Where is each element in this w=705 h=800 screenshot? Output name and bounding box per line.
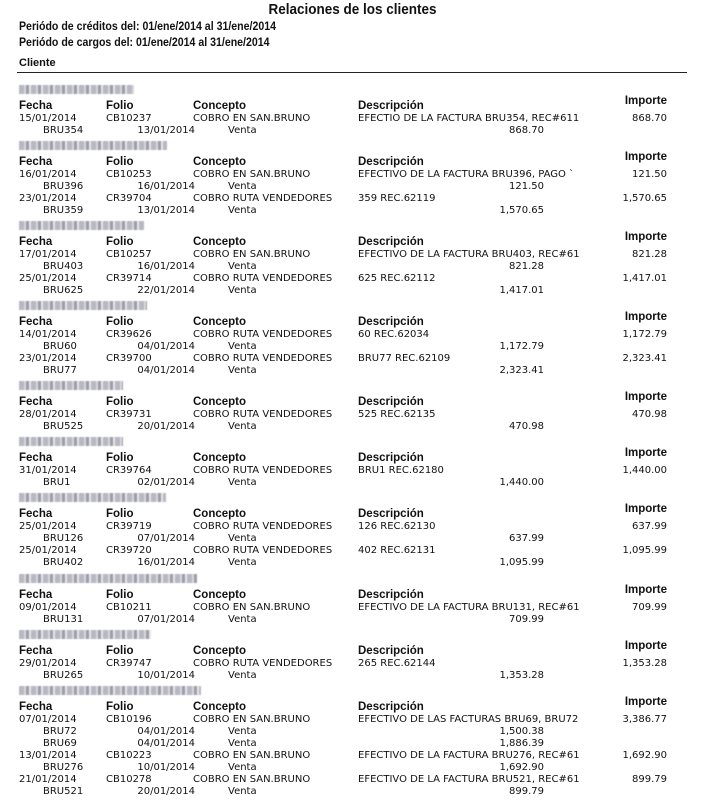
invoice-amount: 1,353.28 bbox=[499, 670, 544, 681]
column-header-folio: Folio bbox=[106, 236, 134, 248]
invoice-type: Venta bbox=[228, 341, 257, 352]
client-name-redacted bbox=[19, 574, 197, 583]
column-header-importe: Importe bbox=[624, 391, 667, 403]
column-header-importe: Importe bbox=[624, 231, 667, 243]
column-header-fecha: Fecha bbox=[19, 645, 53, 657]
invoice-amount: 1,886.39 bbox=[499, 738, 544, 749]
invoice-type: Venta bbox=[228, 614, 257, 625]
client-name-redacted bbox=[19, 85, 134, 94]
column-header-descripcion: Descripción bbox=[358, 100, 424, 112]
payment-description: EFECTIVO DE LA FACTURA BRU276, REC#61 bbox=[358, 750, 580, 761]
invoice-ref: BRU265 bbox=[43, 670, 84, 681]
invoice-ref: BRU359 bbox=[43, 205, 84, 216]
invoice-ref: BRU403 bbox=[43, 261, 84, 272]
invoice-date: 10/01/2014 bbox=[137, 762, 195, 773]
column-header-concepto: Concepto bbox=[193, 156, 247, 168]
column-header-fecha: Fecha bbox=[19, 100, 53, 112]
invoice-date: 16/01/2014 bbox=[137, 261, 195, 272]
payment-concept: COBRO RUTA VENDEDORES bbox=[193, 409, 333, 420]
column-header-fecha: Fecha bbox=[19, 156, 53, 168]
invoice-amount: 709.99 bbox=[509, 614, 544, 625]
invoice-date: 20/01/2014 bbox=[137, 786, 195, 797]
invoice-ref: BRU69 bbox=[43, 738, 77, 749]
payment-folio: CB10278 bbox=[106, 774, 152, 785]
payment-date: 21/01/2014 bbox=[19, 774, 77, 785]
payment-description: 60 REC.62034 bbox=[358, 329, 430, 340]
invoice-type: Venta bbox=[228, 726, 257, 737]
invoice-amount: 637.99 bbox=[509, 533, 544, 544]
payment-date: 15/01/2014 bbox=[19, 113, 77, 124]
header-divider bbox=[17, 72, 687, 73]
payment-amount: 1,095.99 bbox=[622, 545, 667, 556]
column-header-importe: Importe bbox=[624, 696, 667, 708]
payment-date: 13/01/2014 bbox=[19, 750, 77, 761]
payment-description: EFECTIVO DE LA FACTURA BRU521, REC#61 bbox=[358, 774, 580, 785]
payment-concept: COBRO EN SAN.BRUNO bbox=[193, 714, 311, 725]
column-header-concepto: Concepto bbox=[193, 452, 247, 464]
charges-period: Periódo de cargos del: 01/ene/2014 al 31/ene/2014 bbox=[19, 37, 270, 49]
column-header-descripcion: Descripción bbox=[358, 396, 424, 408]
invoice-date: 16/01/2014 bbox=[137, 557, 195, 568]
payment-concept: COBRO RUTA VENDEDORES bbox=[193, 521, 333, 532]
column-header-folio: Folio bbox=[106, 508, 134, 520]
invoice-date: 13/01/2014 bbox=[137, 205, 195, 216]
invoice-amount: 899.79 bbox=[509, 786, 544, 797]
column-header-fecha: Fecha bbox=[19, 508, 53, 520]
payment-amount: 1,440.00 bbox=[622, 465, 667, 476]
invoice-type: Venta bbox=[228, 205, 257, 216]
payment-amount: 3,386.77 bbox=[622, 714, 667, 725]
invoice-amount: 868.70 bbox=[509, 125, 544, 136]
payment-date: 23/01/2014 bbox=[19, 353, 77, 364]
column-header-concepto: Concepto bbox=[193, 100, 247, 112]
payment-amount: 709.99 bbox=[632, 602, 667, 613]
client-name-redacted bbox=[19, 686, 201, 695]
invoice-type: Venta bbox=[228, 670, 257, 681]
column-header-descripcion: Descripción bbox=[358, 701, 424, 713]
payment-concept: COBRO RUTA VENDEDORES bbox=[193, 329, 333, 340]
payment-description: 625 REC.62112 bbox=[358, 273, 436, 284]
payment-description: 402 REC.62131 bbox=[358, 545, 436, 556]
payment-folio: CB10223 bbox=[106, 750, 152, 761]
payment-concept: COBRO EN SAN.BRUNO bbox=[193, 750, 311, 761]
payment-folio: CR39626 bbox=[106, 329, 152, 340]
invoice-amount: 470.98 bbox=[509, 421, 544, 432]
payment-date: 14/01/2014 bbox=[19, 329, 77, 340]
invoice-amount: 121.50 bbox=[509, 181, 544, 192]
payment-folio: CR39700 bbox=[106, 353, 152, 364]
column-header-fecha: Fecha bbox=[19, 236, 53, 248]
column-header-fecha: Fecha bbox=[19, 589, 53, 601]
column-header-fecha: Fecha bbox=[19, 452, 53, 464]
invoice-type: Venta bbox=[228, 125, 257, 136]
invoice-type: Venta bbox=[228, 557, 257, 568]
invoice-amount: 1,172.79 bbox=[499, 341, 544, 352]
payment-amount: 1,172.79 bbox=[622, 329, 667, 340]
invoice-ref: BRU396 bbox=[43, 181, 84, 192]
column-header-concepto: Concepto bbox=[193, 701, 247, 713]
column-header-fecha: Fecha bbox=[19, 316, 53, 328]
payment-description: EFECTIVO DE LAS FACTURAS BRU69, BRU72 bbox=[358, 714, 579, 725]
invoice-type: Venta bbox=[228, 738, 257, 749]
column-header-importe: Importe bbox=[624, 503, 667, 515]
invoice-amount: 821.28 bbox=[509, 261, 544, 272]
payment-concept: COBRO RUTA VENDEDORES bbox=[193, 545, 333, 556]
column-header-folio: Folio bbox=[106, 100, 134, 112]
column-header-importe: Importe bbox=[624, 584, 667, 596]
payment-folio: CB10211 bbox=[106, 602, 152, 613]
column-header-importe: Importe bbox=[624, 95, 667, 107]
payment-concept: COBRO EN SAN.BRUNO bbox=[193, 602, 311, 613]
invoice-amount: 1,692.90 bbox=[499, 762, 544, 773]
column-header-concepto: Concepto bbox=[193, 508, 247, 520]
column-header-importe: Importe bbox=[624, 640, 667, 652]
invoice-ref: BRU60 bbox=[43, 341, 77, 352]
payment-date: 16/01/2014 bbox=[19, 169, 77, 180]
invoice-ref: BRU77 bbox=[43, 365, 77, 376]
column-header-descripcion: Descripción bbox=[358, 236, 424, 248]
invoice-type: Venta bbox=[228, 285, 257, 296]
payment-folio: CB10196 bbox=[106, 714, 152, 725]
invoice-ref: BRU276 bbox=[43, 762, 84, 773]
payment-folio: CR39731 bbox=[106, 409, 152, 420]
payment-folio: CR39720 bbox=[106, 545, 152, 556]
column-header-descripcion: Descripción bbox=[358, 508, 424, 520]
payment-amount: 121.50 bbox=[632, 169, 667, 180]
client-name-redacted bbox=[19, 493, 166, 502]
payment-description: 265 REC.62144 bbox=[358, 658, 436, 669]
invoice-amount: 1,500.38 bbox=[499, 726, 544, 737]
invoice-amount: 1,095.99 bbox=[499, 557, 544, 568]
invoice-date: 22/01/2014 bbox=[137, 285, 195, 296]
invoice-ref: BRU521 bbox=[43, 786, 84, 797]
column-header-importe: Importe bbox=[624, 151, 667, 163]
invoice-ref: BRU126 bbox=[43, 533, 84, 544]
column-header-folio: Folio bbox=[106, 452, 134, 464]
payment-date: 07/01/2014 bbox=[19, 714, 77, 725]
invoice-ref: BRU402 bbox=[43, 557, 84, 568]
payment-folio: CR39704 bbox=[106, 193, 152, 204]
column-header-descripcion: Descripción bbox=[358, 156, 424, 168]
column-header-descripcion: Descripción bbox=[358, 452, 424, 464]
column-header-folio: Folio bbox=[106, 645, 134, 657]
payment-concept: COBRO RUTA VENDEDORES bbox=[193, 193, 333, 204]
invoice-date: 04/01/2014 bbox=[137, 738, 195, 749]
invoice-type: Venta bbox=[228, 181, 257, 192]
column-header-concepto: Concepto bbox=[193, 645, 247, 657]
column-header-folio: Folio bbox=[106, 316, 134, 328]
column-header-concepto: Concepto bbox=[193, 589, 247, 601]
column-header-folio: Folio bbox=[106, 589, 134, 601]
column-header-folio: Folio bbox=[106, 156, 134, 168]
report-title: Relaciones de los clientes bbox=[268, 1, 437, 18]
invoice-amount: 2,323.41 bbox=[499, 365, 544, 376]
payment-date: 25/01/2014 bbox=[19, 521, 77, 532]
payment-amount: 868.70 bbox=[632, 113, 667, 124]
payment-description: EFECTIO DE LA FACTURA BRU354, REC#611 bbox=[358, 113, 580, 124]
client-name-redacted bbox=[19, 301, 147, 310]
invoice-amount: 1,440.00 bbox=[499, 477, 544, 488]
client-column-label: Cliente bbox=[19, 57, 56, 69]
payment-description: 525 REC.62135 bbox=[358, 409, 436, 420]
column-header-folio: Folio bbox=[106, 396, 134, 408]
payment-amount: 1,353.28 bbox=[622, 658, 667, 669]
payment-date: 31/01/2014 bbox=[19, 465, 77, 476]
payment-concept: COBRO RUTA VENDEDORES bbox=[193, 353, 333, 364]
payment-concept: COBRO EN SAN.BRUNO bbox=[193, 169, 311, 180]
payment-folio: CB10253 bbox=[106, 169, 152, 180]
payment-description: EFECTIVO DE LA FACTURA BRU403, REC#61 bbox=[358, 249, 580, 260]
client-name-redacted bbox=[19, 630, 151, 639]
invoice-date: 10/01/2014 bbox=[137, 670, 195, 681]
payment-description: EFECTIVO DE LA FACTURA BRU396, PAGO ` bbox=[358, 169, 575, 180]
column-header-concepto: Concepto bbox=[193, 396, 247, 408]
payment-description: 359 REC.62119 bbox=[358, 193, 436, 204]
column-header-importe: Importe bbox=[624, 447, 667, 459]
column-header-descripcion: Descripción bbox=[358, 316, 424, 328]
payment-folio: CB10257 bbox=[106, 249, 152, 260]
invoice-ref: BRU72 bbox=[43, 726, 77, 737]
invoice-type: Venta bbox=[228, 261, 257, 272]
invoice-date: 07/01/2014 bbox=[137, 533, 195, 544]
invoice-amount: 1,417.01 bbox=[499, 285, 544, 296]
payment-amount: 821.28 bbox=[632, 249, 667, 260]
payment-description: EFECTIVO DE LA FACTURA BRU131, REC#61 bbox=[358, 602, 580, 613]
invoice-date: 04/01/2014 bbox=[137, 365, 195, 376]
payment-concept: COBRO EN SAN.BRUNO bbox=[193, 249, 311, 260]
client-name-redacted bbox=[19, 381, 123, 390]
column-header-descripcion: Descripción bbox=[358, 645, 424, 657]
payment-folio: CB10237 bbox=[106, 113, 152, 124]
column-header-importe: Importe bbox=[624, 311, 667, 323]
payment-description: BRU77 REC.62109 bbox=[358, 353, 451, 364]
payment-amount: 899.79 bbox=[632, 774, 667, 785]
payment-description: BRU1 REC.62180 bbox=[358, 465, 444, 476]
invoice-date: 04/01/2014 bbox=[137, 726, 195, 737]
payment-folio: CR39747 bbox=[106, 658, 152, 669]
payment-date: 29/01/2014 bbox=[19, 658, 77, 669]
invoice-type: Venta bbox=[228, 533, 257, 544]
invoice-ref: BRU354 bbox=[43, 125, 84, 136]
payment-date: 23/01/2014 bbox=[19, 193, 77, 204]
payment-date: 25/01/2014 bbox=[19, 545, 77, 556]
column-header-folio: Folio bbox=[106, 701, 134, 713]
invoice-type: Venta bbox=[228, 421, 257, 432]
invoice-type: Venta bbox=[228, 786, 257, 797]
payment-date: 09/01/2014 bbox=[19, 602, 77, 613]
invoice-date: 07/01/2014 bbox=[137, 614, 195, 625]
payment-amount: 2,323.41 bbox=[622, 353, 667, 364]
payment-amount: 1,570.65 bbox=[622, 193, 667, 204]
credits-period: Periódo de créditos del: 01/ene/2014 al 31/ene/2014 bbox=[19, 21, 276, 33]
payment-concept: COBRO EN SAN.BRUNO bbox=[193, 113, 311, 124]
column-header-concepto: Concepto bbox=[193, 316, 247, 328]
invoice-type: Venta bbox=[228, 762, 257, 773]
payment-concept: COBRO RUTA VENDEDORES bbox=[193, 273, 333, 284]
payment-concept: COBRO EN SAN.BRUNO bbox=[193, 774, 311, 785]
invoice-ref: BRU625 bbox=[43, 285, 84, 296]
payment-date: 28/01/2014 bbox=[19, 409, 77, 420]
invoice-date: 02/01/2014 bbox=[137, 477, 195, 488]
payment-concept: COBRO RUTA VENDEDORES bbox=[193, 658, 333, 669]
column-header-fecha: Fecha bbox=[19, 701, 53, 713]
payment-folio: CR39764 bbox=[106, 465, 152, 476]
invoice-amount: 1,570.65 bbox=[499, 205, 544, 216]
client-name-redacted bbox=[19, 221, 144, 230]
payment-folio: CR39719 bbox=[106, 521, 152, 532]
payment-amount: 470.98 bbox=[632, 409, 667, 420]
payment-date: 25/01/2014 bbox=[19, 273, 77, 284]
invoice-type: Venta bbox=[228, 477, 257, 488]
payment-date: 17/01/2014 bbox=[19, 249, 77, 260]
invoice-date: 04/01/2014 bbox=[137, 341, 195, 352]
invoice-ref: BRU525 bbox=[43, 421, 84, 432]
column-header-fecha: Fecha bbox=[19, 396, 53, 408]
column-header-descripcion: Descripción bbox=[358, 589, 424, 601]
payment-amount: 1,417.01 bbox=[622, 273, 667, 284]
invoice-date: 13/01/2014 bbox=[137, 125, 195, 136]
payment-amount: 1,692.90 bbox=[622, 750, 667, 761]
payment-concept: COBRO RUTA VENDEDORES bbox=[193, 465, 333, 476]
invoice-ref: BRU1 bbox=[43, 477, 71, 488]
payment-folio: CR39714 bbox=[106, 273, 152, 284]
client-name-redacted bbox=[19, 141, 167, 150]
invoice-ref: BRU131 bbox=[43, 614, 84, 625]
payment-amount: 637.99 bbox=[632, 521, 667, 532]
invoice-type: Venta bbox=[228, 365, 257, 376]
invoice-date: 20/01/2014 bbox=[137, 421, 195, 432]
client-name-redacted bbox=[19, 437, 123, 446]
invoice-date: 16/01/2014 bbox=[137, 181, 195, 192]
payment-description: 126 REC.62130 bbox=[358, 521, 436, 532]
column-header-concepto: Concepto bbox=[193, 236, 247, 248]
